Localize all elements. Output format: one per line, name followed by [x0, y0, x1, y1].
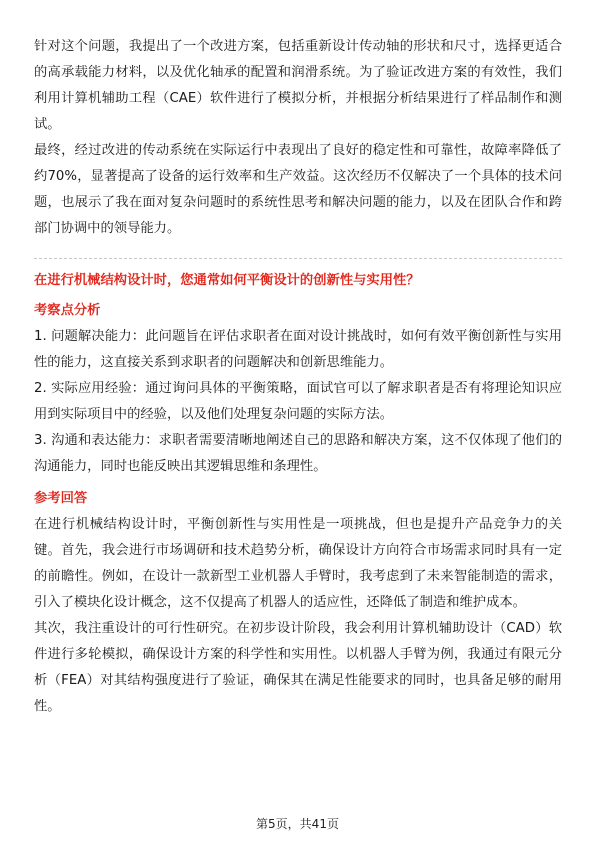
analysis-title: 考察点分析: [34, 303, 101, 318]
answer-paragraph: 其次，我注重设计的可行性研究。在初步设计阶段，我会利用计算机辅助设计（CAD）软件进行多轮模拟，确保设计方案的科学性和实用性。以机器人手臂为例，我通过有限元分析（FEA）对其结构强度进行了验证，确保其在满足性能要求的同时，也具备足够的耐用性。: [34, 621, 562, 714]
page-content: [34, 34, 562, 720]
answer-paragraph: 在进行机械结构设计时，平衡创新性与实用性是一项挑战，但也是提升产品竞争力的关键。首先，我会进行市场调研和技术趋势分析，确保设计方向符合市场需求同时具有一定的前瞻性。例如，在设计一款新型工业机器人手臂时，我考虑到了未来智能制造的需求，引入了模块化设计概念，这不仅提高了机器人的适应性，还降低了制造和维护成本。: [34, 517, 562, 610]
section-divider: [34, 258, 562, 259]
page-number: 第5页，共41页: [256, 817, 339, 831]
intro-paragraph: 最终，经过改进的传动系统在实际运行中表现出了良好的稳定性和可靠性，故障率降低了约70%，显著提高了设备的运行效率和生产效益。这次经历不仅解决了一个具体的技术问题，也展示了我在面对复杂问题时的系统性思考和解决问题的能力，以及在团队合作和跨部门协调中的领导能力。: [34, 143, 562, 236]
intro-paragraph: 针对这个问题，我提出了一个改进方案，包括重新设计传动轴的形状和尺寸，选择更适合的高承载能力材料，以及优化轴承的配置和润滑系统。为了验证改进方案的有效性，我们利用计算机辅助工程（CAE）软件进行了模拟分析，并根据分析结果进行了样品制作和测试。: [34, 39, 562, 132]
answer-title: 参考回答: [34, 491, 88, 506]
analysis-item: 1. 问题解决能力：此问题旨在评估求职者在面对设计挑战时，如何有效平衡创新性与实用性的能力，这直接关系到求职者的问题解决和创新思维能力。: [34, 329, 562, 370]
question-heading: 在进行机械结构设计时，您通常如何平衡设计的创新性与实用性？: [34, 273, 420, 288]
analysis-item: 2. 实际应用经验：通过询问具体的平衡策略，面试官可以了解求职者是否有将理论知识应用到实际项目中的经验，以及他们处理复杂问题的实际方法。: [34, 381, 562, 422]
analysis-item: 3. 沟通和表达能力：求职者需要清晰地阐述自己的思路和解决方案，这不仅体现了他们的沟通能力，同时也能反映出其逻辑思维和条理性。: [34, 433, 562, 474]
